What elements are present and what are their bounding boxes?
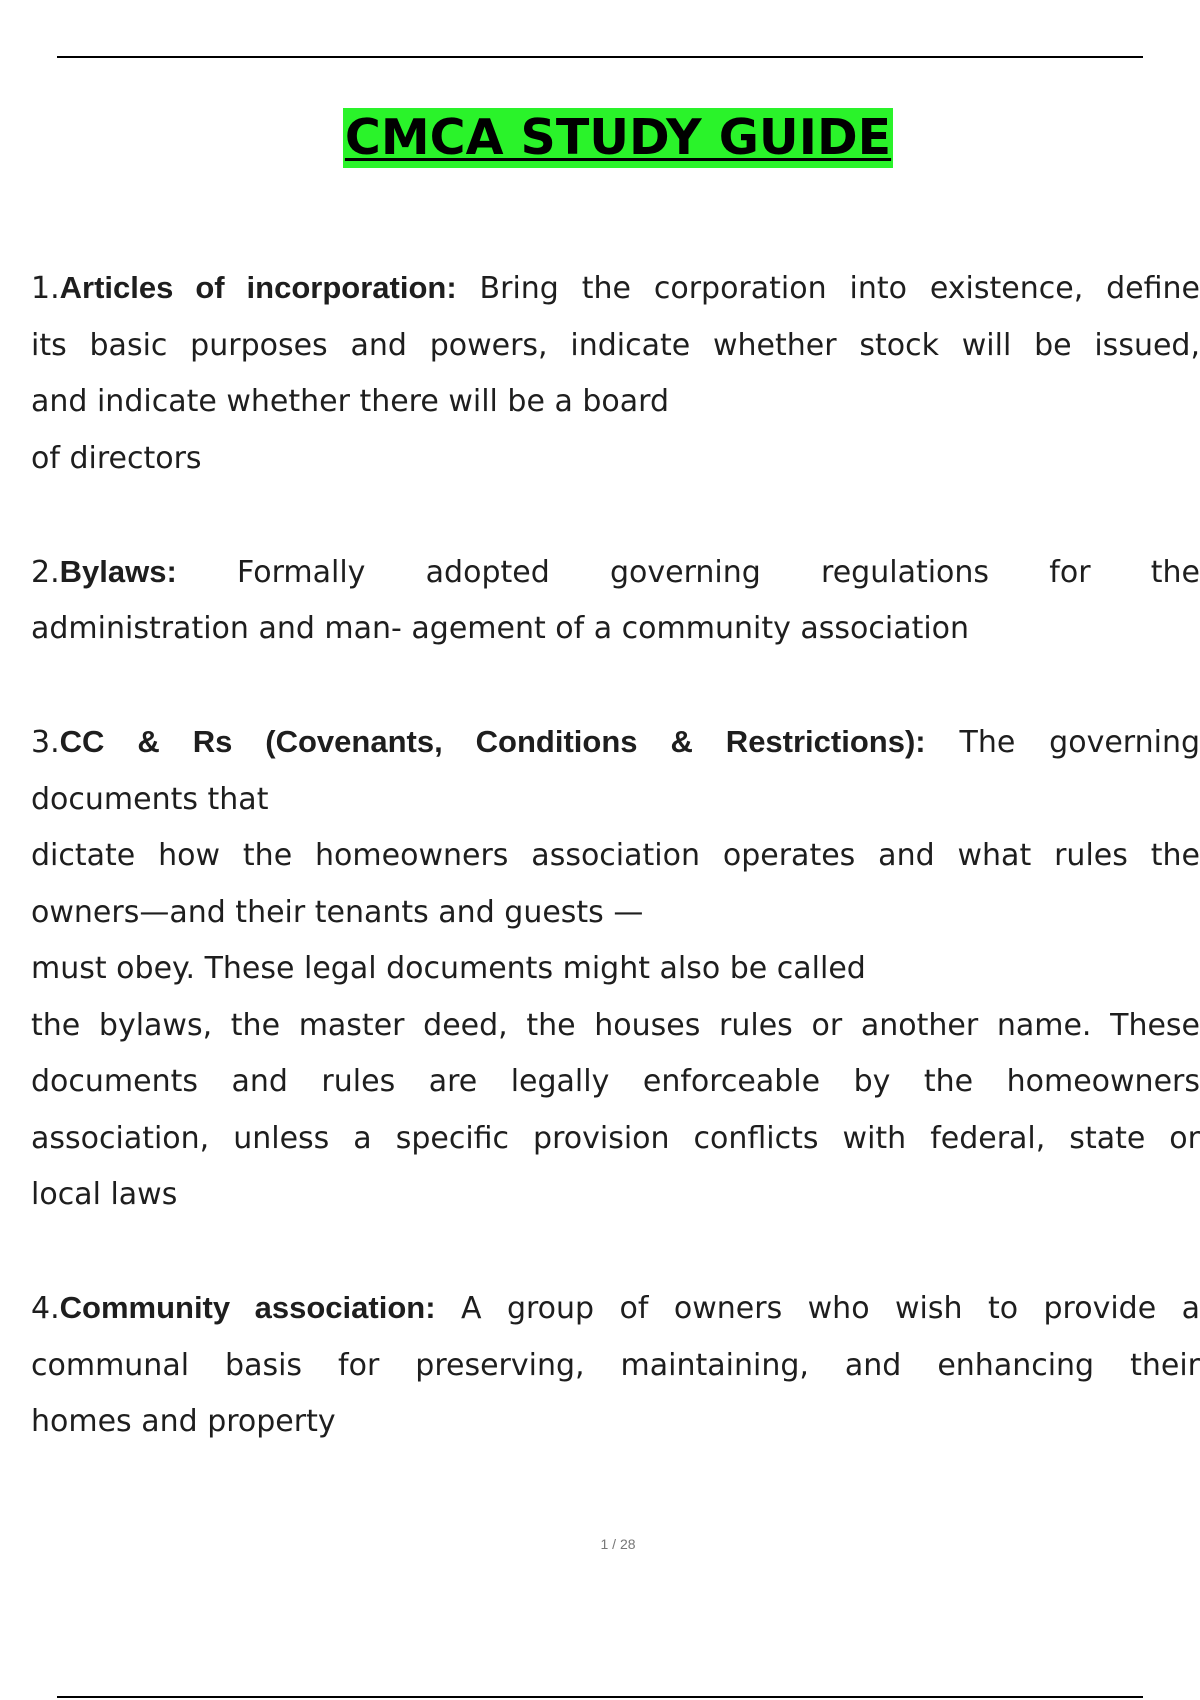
definition-line: must obey. These legal documents might also be called (31, 951, 866, 986)
definition-line (31, 260, 1200, 318)
top-rule (57, 56, 1143, 58)
term-label: Articles of incorporation: (59, 270, 457, 305)
study-guide-content (31, 260, 1200, 1507)
definition-line: of directors (31, 440, 202, 476)
term-label: Bylaws: (59, 553, 177, 589)
item-number: 3. (31, 725, 60, 760)
term-label: Community association: (59, 1290, 436, 1325)
definition-item-4 (31, 1280, 1200, 1451)
definition-line: documents that (31, 781, 269, 817)
definition-text: The governing (959, 725, 1200, 760)
definition-line: local laws (31, 1177, 178, 1212)
document-title: CMCA STUDY GUIDE (344, 109, 892, 166)
definition-line: communal basis for preserving, maintaining, and enhancing their (31, 1347, 1200, 1383)
definition-line: dictate how the homeowners association operates and what rules the (31, 838, 1200, 873)
definition-line: association, unless a specific provision conflicts with federal, state or (31, 1120, 1200, 1156)
definition-line: documents and rules are legally enforceable by the homeowners (31, 1064, 1200, 1099)
definition-line (31, 1280, 1200, 1338)
bottom-rule (57, 1696, 1143, 1698)
definition-item-1 (31, 260, 1200, 487)
definition-line: the bylaws, the master deed, the houses rules or another name. These (31, 1007, 1200, 1043)
definition-text: Bring the corporation into existence, define (479, 271, 1200, 306)
definition-text: A group of owners who wish to provide a (460, 1291, 1200, 1326)
item-number: 1. (31, 271, 60, 306)
term-label: CC & Rs (Covenants, Conditions & Restrictions): (59, 724, 926, 759)
item-number: 2. (31, 554, 60, 590)
page-number: 1 / 28 (600, 1536, 636, 1552)
definition-line: homes and property (31, 1404, 336, 1439)
definition-line (31, 714, 1200, 772)
definition-item-3 (31, 714, 1200, 1224)
definition-line (31, 544, 1200, 602)
definition-line: owners—and their tenants and guests — (31, 894, 644, 930)
definition-line: administration and man- agement of a community association (31, 611, 970, 646)
definition-line: and indicate whether there will be a board (31, 384, 670, 419)
definition-line: its basic purposes and powers, indicate whether stock will be issued, (31, 327, 1200, 363)
definition-item-2 (31, 544, 1200, 658)
definition-text: Formally adopted governing regulations for the (237, 554, 1200, 590)
title-container (0, 108, 1200, 168)
item-number: 4. (31, 1291, 60, 1326)
